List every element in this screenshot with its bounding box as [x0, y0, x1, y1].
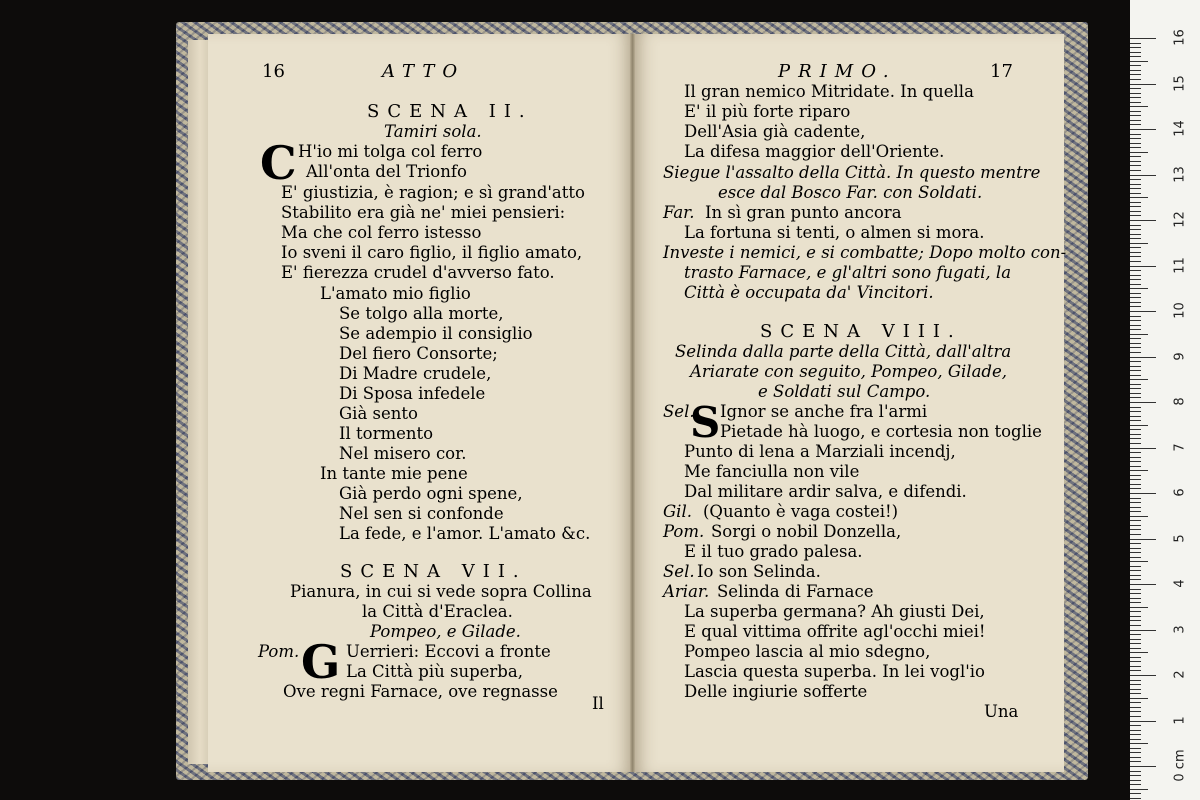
ruler-tick — [1130, 552, 1141, 553]
ruler-label: 5 — [1172, 533, 1188, 543]
ruler-tick — [1130, 384, 1141, 385]
right-page-text-line: Pom. — [663, 522, 705, 541]
ruler-tick — [1130, 329, 1141, 330]
right-page-text-line: La difesa maggior dell'Oriente. — [684, 142, 945, 161]
ruler-tick — [1130, 789, 1148, 790]
left-page-text-line: La fede, e l'amor. L'amato &c. — [339, 524, 591, 543]
ruler-tick — [1130, 652, 1148, 653]
ruler-label: 12 — [1172, 211, 1188, 228]
ruler-tick — [1130, 170, 1141, 171]
ruler-tick — [1130, 639, 1141, 640]
ruler-tick — [1130, 711, 1141, 712]
drop-cap-s: S — [690, 398, 721, 447]
ruler-tick — [1130, 689, 1141, 690]
left-page-text-line: Pom. — [258, 642, 300, 661]
right-page-text-line: Me fanciulla non vile — [684, 462, 860, 481]
ruler-tick — [1130, 279, 1141, 280]
ruler-tick — [1130, 156, 1141, 157]
ruler-tick — [1130, 448, 1156, 449]
ruler-tick — [1130, 175, 1156, 176]
ruler-tick — [1130, 484, 1141, 485]
ruler-tick — [1130, 534, 1141, 535]
ruler-tick — [1130, 461, 1141, 462]
ruler-label: 7 — [1172, 442, 1188, 452]
ruler-tick — [1130, 625, 1141, 626]
ruler-tick — [1130, 561, 1148, 562]
left-page-text-line: Se adempio il consiglio — [339, 324, 533, 343]
ruler-tick — [1130, 288, 1148, 289]
ruler-tick — [1130, 338, 1141, 339]
ruler-tick — [1130, 539, 1156, 540]
ruler-tick — [1130, 411, 1141, 412]
ruler-tick — [1130, 375, 1141, 376]
right-page-text-line: Selinda dalla parte della Città, dall'altra — [675, 342, 1012, 361]
ruler-label: 15 — [1172, 74, 1188, 92]
ruler-tick — [1130, 466, 1141, 467]
ruler-tick — [1130, 707, 1141, 708]
ruler-tick — [1130, 243, 1148, 244]
right-page-number: 17 — [990, 61, 1013, 82]
right-page-text-line: Sel. — [663, 402, 695, 421]
ruler-tick — [1130, 275, 1141, 276]
ruler-tick — [1130, 416, 1141, 417]
ruler-tick — [1130, 757, 1141, 758]
ruler-tick — [1130, 598, 1141, 599]
right-page-text-line: E qual vittima offrite agl'occhi miei! — [684, 622, 986, 641]
left-page-text-line: Il tormento — [339, 424, 434, 443]
ruler-label: 3 — [1172, 624, 1188, 634]
ruler-tick — [1130, 766, 1156, 767]
measurement-ruler — [1130, 0, 1200, 800]
ruler-label: 11 — [1172, 256, 1188, 274]
ruler-tick — [1130, 193, 1141, 194]
ruler-tick — [1130, 179, 1141, 180]
ruler-tick — [1130, 52, 1141, 53]
ruler-tick — [1130, 507, 1141, 508]
ruler-tick — [1130, 366, 1141, 367]
ruler-tick — [1130, 165, 1141, 166]
ruler-tick — [1130, 730, 1141, 731]
right-page-text-line: E' il più forte riparo — [684, 102, 851, 121]
page-edges — [188, 40, 208, 764]
right-page-text-line: La fortuna si tenti, o almen si mora. — [684, 223, 985, 242]
ruler-tick — [1130, 470, 1148, 471]
right-page-text-line: Pompeo lascia al mio sdegno, — [684, 642, 931, 661]
ruler-tick — [1130, 616, 1141, 617]
ruler-tick — [1130, 420, 1141, 421]
left-catchword: Il — [592, 694, 604, 713]
left-page-text-line: Se tolgo alla morte, — [339, 304, 504, 323]
right-page-text-line: La superba germana? Ah giusti Dei, — [684, 602, 985, 621]
ruler-tick — [1130, 97, 1141, 98]
left-page-text-line: Nel sen si confonde — [339, 504, 504, 523]
left-page-text-line: Io sveni il caro figlio, il figlio amato, — [281, 243, 583, 262]
ruler-tick — [1130, 302, 1141, 303]
ruler-tick — [1130, 388, 1141, 389]
ruler-tick — [1130, 693, 1141, 694]
ruler-tick — [1130, 229, 1141, 230]
ruler-tick — [1130, 775, 1141, 776]
ruler-label: 6 — [1172, 488, 1188, 497]
right-page-text-line: Investe i nemici, e si combatte; Dopo molto con- — [663, 243, 1067, 262]
left-page-text-line: Ove regni Farnace, ove regnasse — [283, 682, 558, 701]
ruler-tick — [1130, 784, 1141, 785]
ruler-tick — [1130, 589, 1141, 590]
left-page-text-line: Del fiero Consorte; — [339, 344, 498, 363]
ruler-tick — [1130, 266, 1156, 267]
right-page-text-line: Ariar. — [663, 582, 710, 601]
ruler-tick — [1130, 570, 1141, 571]
left-page-text-line: Pianura, in cui si vede sopra Collina — [290, 582, 592, 601]
ruler-tick — [1130, 211, 1141, 212]
left-page-text-line: Pompeo, e Gilade. — [370, 622, 521, 641]
left-page-text-line: la Città d'Eraclea. — [362, 602, 513, 621]
left-running-head: ATTO — [382, 61, 466, 82]
ruler-tick — [1130, 479, 1141, 480]
ruler-tick — [1130, 284, 1141, 285]
ruler-tick — [1130, 357, 1156, 358]
ruler-tick — [1130, 525, 1141, 526]
ruler-tick — [1130, 120, 1141, 121]
ruler-tick — [1130, 215, 1141, 216]
ruler-tick — [1130, 630, 1156, 631]
ruler-tick — [1130, 38, 1156, 39]
ruler-tick — [1130, 188, 1141, 189]
left-page-text-line: La Città più superba, — [346, 662, 523, 681]
ruler-tick — [1130, 361, 1141, 362]
ruler-tick — [1130, 252, 1141, 253]
right-page-text-line: Dell'Asia già cadente, — [684, 122, 866, 141]
ruler-label: 16 — [1172, 29, 1188, 46]
ruler-tick — [1130, 143, 1141, 144]
ruler-tick — [1130, 516, 1148, 517]
ruler-tick — [1130, 115, 1141, 116]
ruler-tick — [1130, 129, 1156, 130]
ruler-tick — [1130, 334, 1148, 335]
ruler-tick — [1130, 543, 1141, 544]
ruler-tick — [1130, 379, 1148, 380]
ruler-label: 13 — [1172, 165, 1188, 183]
right-page-text-line: Pietade hà luogo, e cortesia non toglie — [720, 422, 1042, 441]
right-page-text-line: trasto Farnace, e gl'altri sono fugati, la — [684, 263, 1012, 282]
ruler-tick — [1130, 739, 1141, 740]
right-page-text-line: E il tuo grado palesa. — [684, 542, 863, 561]
ruler-tick — [1130, 793, 1141, 794]
ruler-tick — [1130, 748, 1141, 749]
left-page-text-line: Già perdo ogni spene, — [339, 484, 523, 503]
ruler-tick — [1130, 270, 1141, 271]
ruler-tick — [1130, 457, 1141, 458]
ruler-tick — [1130, 657, 1141, 658]
ruler-tick — [1130, 502, 1141, 503]
right-running-head: PRIMO. — [778, 61, 897, 82]
ruler-tick — [1130, 306, 1141, 307]
ruler-tick — [1130, 202, 1141, 203]
ruler-tick — [1130, 452, 1141, 453]
ruler-tick — [1130, 607, 1148, 608]
ruler-tick — [1130, 780, 1141, 781]
ruler-tick — [1130, 206, 1141, 207]
ruler-tick — [1130, 393, 1141, 394]
left-page-text-line: L'amato mio figlio — [320, 284, 471, 303]
ruler-tick — [1130, 102, 1141, 103]
right-page-text-line: Punto di lena a Marziali incendj, — [684, 442, 956, 461]
ruler-tick — [1130, 584, 1156, 585]
ruler-tick — [1130, 611, 1141, 612]
ruler-tick — [1130, 197, 1148, 198]
ruler-tick — [1130, 493, 1156, 494]
left-page-text-line: Di Sposa infedele — [339, 384, 486, 403]
left-page-text-line: Di Madre crudele, — [339, 364, 492, 383]
ruler-label: 0 cm — [1172, 749, 1188, 782]
ruler-tick — [1130, 666, 1141, 667]
right-page-text-line: Sel. — [663, 562, 695, 581]
right-page-text-line: Lascia questa superba. In lei vogl'io — [684, 662, 985, 681]
ruler-tick — [1130, 407, 1141, 408]
ruler-tick — [1130, 65, 1141, 66]
ruler-tick — [1130, 648, 1141, 649]
ruler-tick — [1130, 138, 1141, 139]
right-page-text-line: Selinda di Farnace — [717, 582, 874, 601]
left-page-text-line: SCENA II. — [367, 101, 533, 122]
left-page-text-line: Stabilito era già ne' miei pensieri: — [281, 203, 566, 222]
ruler-tick — [1130, 161, 1141, 162]
ruler-tick — [1130, 111, 1141, 112]
ruler-tick — [1130, 220, 1156, 221]
ruler-tick — [1130, 620, 1141, 621]
ruler-tick — [1130, 402, 1156, 403]
left-page-text-line: H'io mi tolga col ferro — [298, 142, 483, 161]
ruler-tick — [1130, 311, 1156, 312]
ruler-tick — [1130, 397, 1141, 398]
ruler-tick — [1130, 425, 1148, 426]
ruler-label: 4 — [1172, 579, 1188, 588]
ruler-tick — [1130, 702, 1141, 703]
ruler-tick — [1130, 734, 1141, 735]
ruler-tick — [1130, 147, 1141, 148]
ruler-tick — [1130, 721, 1156, 722]
ruler-tick — [1130, 347, 1141, 348]
ruler-tick — [1130, 716, 1141, 717]
ruler-tick — [1130, 438, 1141, 439]
ruler-tick — [1130, 184, 1141, 185]
right-page-text-line: Ariarate con seguito, Pompeo, Gilade, — [690, 362, 1007, 381]
ruler-tick — [1130, 297, 1141, 298]
ruler-tick — [1130, 752, 1141, 753]
ruler-label: 10 — [1172, 302, 1188, 319]
ruler-tick — [1130, 579, 1141, 580]
ruler-tick — [1130, 634, 1141, 635]
ruler-tick — [1130, 771, 1141, 772]
ruler-tick — [1130, 247, 1141, 248]
ruler-tick — [1130, 761, 1141, 762]
ruler-tick — [1130, 602, 1141, 603]
drop-cap-g: G — [301, 635, 341, 689]
ruler-tick — [1130, 743, 1148, 744]
ruler-tick — [1130, 106, 1148, 107]
ruler-tick — [1130, 475, 1141, 476]
right-page-text-line: (Quanto è vaga costei!) — [703, 502, 899, 521]
ruler-tick — [1130, 684, 1141, 685]
ruler-label: 14 — [1172, 120, 1188, 137]
ruler-tick — [1130, 443, 1141, 444]
ruler-tick — [1130, 84, 1156, 85]
ruler-label: 2 — [1172, 670, 1188, 679]
ruler-tick — [1130, 88, 1141, 89]
ruler-tick — [1130, 238, 1141, 239]
right-page-text-line: In sì gran punto ancora — [705, 203, 902, 222]
ruler-tick — [1130, 798, 1141, 799]
right-catchword: Una — [984, 702, 1019, 721]
right-page-text-line: Siegue l'assalto della Città. In questo mentre — [663, 163, 1041, 182]
left-page-text-line: In tante mie pene — [320, 464, 468, 483]
right-page-text-line: Delle ingiurie sofferte — [684, 682, 868, 701]
ruler-tick — [1130, 124, 1141, 125]
ruler-tick — [1130, 557, 1141, 558]
ruler-tick — [1130, 575, 1141, 576]
right-page-text-line: Far. — [663, 203, 695, 222]
ruler-tick — [1130, 325, 1141, 326]
ruler-tick — [1130, 498, 1141, 499]
ruler-tick — [1130, 225, 1141, 226]
drop-cap-c: C — [260, 136, 297, 190]
left-page-text-line: Ma che col ferro istesso — [281, 223, 482, 242]
ruler-tick — [1130, 352, 1141, 353]
left-page-text-line: Tamiri sola. — [384, 122, 482, 141]
ruler-tick — [1130, 643, 1141, 644]
ruler-tick — [1130, 593, 1141, 594]
ruler-tick — [1130, 520, 1141, 521]
ruler-tick — [1130, 61, 1148, 62]
ruler-tick — [1130, 56, 1141, 57]
ruler-label: 9 — [1172, 351, 1188, 361]
left-page-text-line: Uerrieri: Eccovi a fronte — [346, 642, 551, 661]
ruler-tick — [1130, 370, 1141, 371]
ruler-tick — [1130, 316, 1141, 317]
right-page-text-line: Città è occupata da' Vincitori. — [684, 283, 934, 302]
ruler-tick — [1130, 93, 1141, 94]
ruler-tick — [1130, 234, 1141, 235]
ruler-tick — [1130, 70, 1141, 71]
ruler-tick — [1130, 434, 1141, 435]
left-page-text-line: Già sento — [339, 404, 418, 423]
ruler-tick — [1130, 725, 1141, 726]
ruler-tick — [1130, 47, 1141, 48]
right-page-text-line: Ignor se anche fra l'armi — [720, 402, 928, 421]
ruler-tick — [1130, 256, 1141, 257]
right-page-text-line: Dal militare ardir salva, e difendi. — [684, 482, 967, 501]
right-page-text-line: esce dal Bosco Far. con Soldati. — [718, 183, 983, 202]
ruler-tick — [1130, 529, 1141, 530]
right-page-text-line: Io son Selinda. — [697, 562, 821, 581]
ruler-tick — [1130, 488, 1141, 489]
ruler-tick — [1130, 680, 1141, 681]
left-page-text-line: E' giustizia, è ragion; e sì grand'atto — [281, 183, 585, 202]
ruler-tick — [1130, 43, 1141, 44]
left-page-text-line: SCENA VII. — [340, 561, 527, 582]
ruler-tick — [1130, 661, 1141, 662]
ruler-tick — [1130, 698, 1148, 699]
ruler-tick — [1130, 79, 1141, 80]
right-page-text-line: Sorgi o nobil Donzella, — [711, 522, 902, 541]
ruler-tick — [1130, 566, 1141, 567]
left-page-number: 16 — [262, 61, 285, 82]
ruler-tick — [1130, 74, 1141, 75]
ruler-tick — [1130, 261, 1141, 262]
ruler-tick — [1130, 152, 1148, 153]
right-page-text-line: SCENA VIII. — [760, 321, 962, 342]
ruler-tick — [1130, 343, 1141, 344]
left-page-text-line: Nel misero cor. — [339, 444, 467, 463]
ruler-tick — [1130, 548, 1141, 549]
ruler-tick — [1130, 511, 1141, 512]
left-page-text-line: E' fierezza crudel d'avverso fato. — [281, 263, 555, 282]
ruler-label: 1 — [1172, 715, 1188, 725]
right-page-text-line: Il gran nemico Mitridate. In quella — [684, 82, 974, 101]
ruler-tick — [1130, 675, 1156, 676]
ruler-tick — [1130, 670, 1141, 671]
right-page-text-line: Gil. — [663, 502, 692, 521]
ruler-tick — [1130, 293, 1141, 294]
ruler-tick — [1130, 429, 1141, 430]
right-page-text-line: e Soldati sul Campo. — [758, 382, 931, 401]
ruler-tick — [1130, 320, 1141, 321]
ruler-tick — [1130, 134, 1141, 135]
book-gutter — [630, 34, 635, 772]
left-page-text-line: All'onta del Trionfo — [306, 162, 467, 181]
ruler-label: 8 — [1172, 397, 1188, 406]
